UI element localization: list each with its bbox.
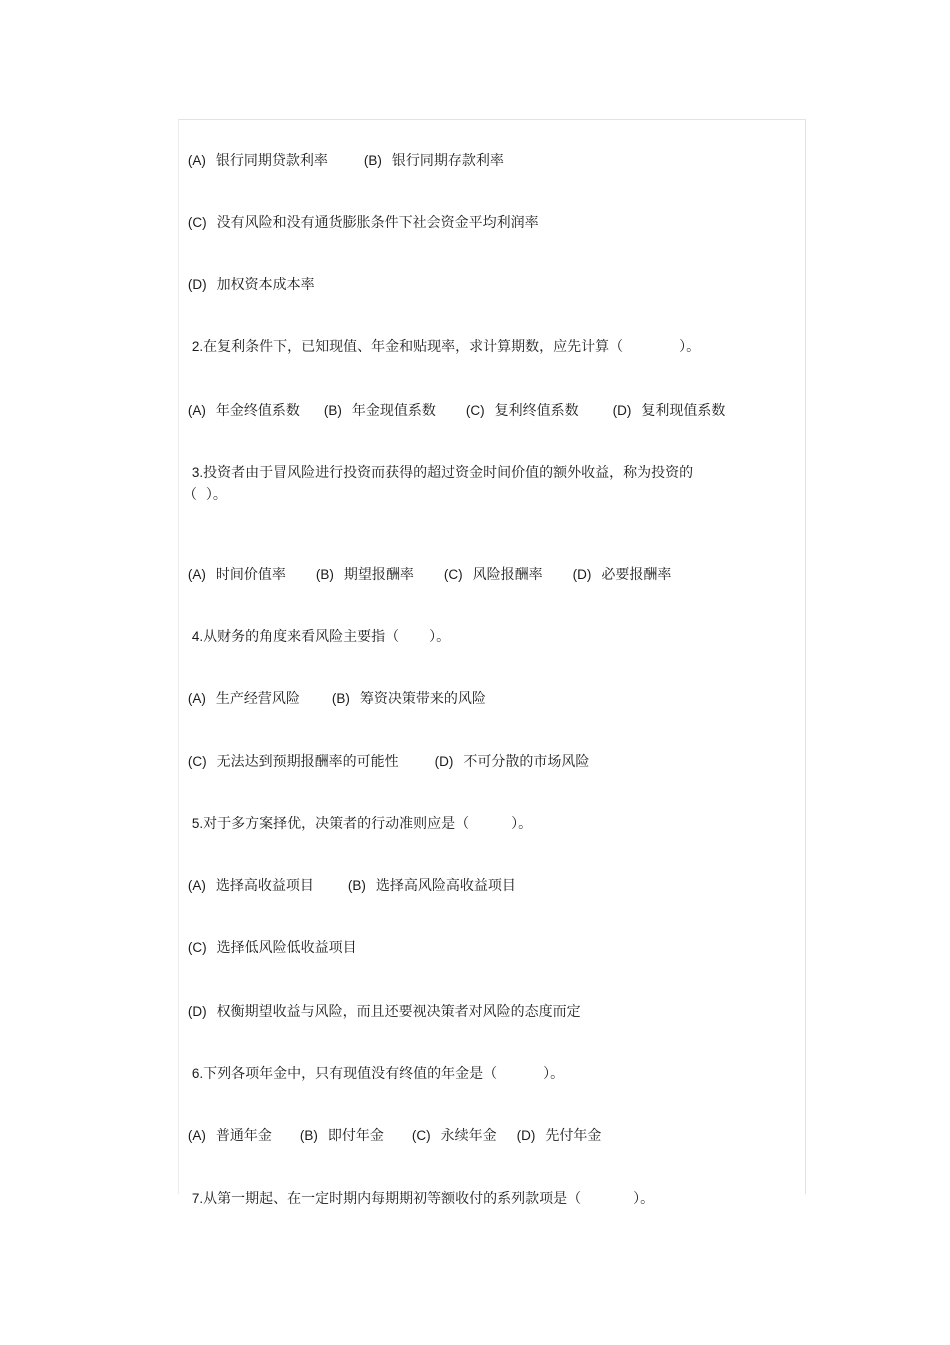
option-text: 普通年金 <box>215 1128 272 1144</box>
q5-option-c[interactable] <box>179 921 357 957</box>
question-text: 下列各项年金中，只有现值没有终值的年金是（ <box>203 1066 498 1082</box>
q2-option-d[interactable] <box>613 402 726 420</box>
option-text: 生产经营风险 <box>215 691 300 707</box>
option-text: 银行同期存款利率 <box>391 153 504 169</box>
q4-option-a[interactable] <box>188 690 300 708</box>
q6-option-d[interactable] <box>517 1127 602 1145</box>
option-text: 不可分散的市场风险 <box>463 754 590 770</box>
q6-option-a[interactable] <box>188 1127 272 1145</box>
option-letter: (C) <box>411 1128 431 1143</box>
option-letter: (A) <box>187 878 206 893</box>
question-text: 从第一期起、在一定时期内每期期初等额收付的系列款项是（ <box>203 1191 582 1207</box>
question-7 <box>183 1172 654 1208</box>
option-text: 永续年金 <box>440 1128 497 1144</box>
option-letter: (D) <box>516 1128 536 1143</box>
question-6 <box>183 1047 564 1083</box>
q1-option-d[interactable] <box>179 258 315 294</box>
option-letter: (C) <box>443 567 463 582</box>
option-text: 年金终值系数 <box>215 403 300 419</box>
option-letter: (A) <box>187 567 206 582</box>
q5-option-a[interactable] <box>188 877 314 895</box>
question-3 <box>183 446 693 482</box>
option-letter: (B) <box>331 691 350 706</box>
q1-options-ab <box>179 134 504 170</box>
option-letter: (C) <box>465 403 485 418</box>
q5-option-b[interactable] <box>348 877 516 895</box>
q5-options-ab <box>179 859 516 895</box>
question-4 <box>183 610 450 646</box>
question-number: 5. <box>191 816 204 831</box>
option-letter: (C) <box>187 940 207 955</box>
option-letter: (D) <box>434 754 454 769</box>
option-letter: (D) <box>612 403 632 418</box>
option-text: 先付年金 <box>545 1128 602 1144</box>
option-text: 复利现值系数 <box>641 403 726 419</box>
option-text: 期望报酬率 <box>343 567 414 583</box>
question-number: 6. <box>191 1066 204 1081</box>
q3-option-b[interactable] <box>316 566 414 584</box>
option-letter: (B) <box>323 403 342 418</box>
option-text: 选择低风险低收益项目 <box>216 940 357 956</box>
q5-option-d[interactable] <box>179 985 581 1021</box>
option-letter: (B) <box>299 1128 318 1143</box>
option-text: 权衡期望收益与风险，而且还要视决策者对风险的态度而定 <box>216 1004 581 1020</box>
q6-options <box>179 1109 601 1145</box>
q3-options <box>179 548 671 584</box>
question-5 <box>183 797 532 833</box>
question-3-continuation: （ ）。 <box>183 487 227 503</box>
option-letter: (A) <box>187 153 206 168</box>
option-text: 选择高风险高收益项目 <box>375 878 516 894</box>
option-text: 时间价值率 <box>215 567 286 583</box>
option-letter: (C) <box>187 215 207 230</box>
option-text: 银行同期贷款利率 <box>215 153 328 169</box>
option-text: 没有风险和没有通货膨胀条件下社会资金平均利润率 <box>216 215 539 231</box>
q2-option-a[interactable] <box>188 402 300 420</box>
q1-option-c[interactable] <box>179 196 539 232</box>
option-text: 筹资决策带来的风险 <box>359 691 486 707</box>
question-2 <box>183 320 700 356</box>
option-text: 无法达到预期报酬率的可能性 <box>216 754 399 770</box>
option-letter: (A) <box>187 691 206 706</box>
q4-options-cd <box>179 735 589 771</box>
question-tail: ）。 <box>429 629 451 645</box>
question-number: 2. <box>191 339 204 354</box>
q4-options-ab <box>179 672 486 708</box>
question-tail: ）。 <box>633 1191 655 1207</box>
q6-option-b[interactable] <box>300 1127 384 1145</box>
option-text: 复利终值系数 <box>494 403 579 419</box>
question-tail: ）。 <box>543 1066 565 1082</box>
option-letter: (D) <box>187 277 207 292</box>
q3-option-c[interactable] <box>444 566 543 584</box>
option-text: 加权资本成本率 <box>216 277 315 293</box>
option-text: 年金现值系数 <box>351 403 436 419</box>
question-text: 对于多方案择优，决策者的行动准则应是（ <box>203 816 470 832</box>
q2-option-b[interactable] <box>324 402 436 420</box>
q2-options <box>179 384 725 420</box>
q4-option-c[interactable] <box>188 753 399 771</box>
q4-option-b[interactable] <box>332 690 486 708</box>
q1-option-a[interactable] <box>188 152 328 170</box>
q4-option-d[interactable] <box>435 753 590 771</box>
question-text: 从财务的角度来看风险主要指（ <box>203 629 400 645</box>
option-letter: (C) <box>187 754 207 769</box>
question-tail: ）。 <box>679 339 701 355</box>
option-letter: (B) <box>347 878 366 893</box>
question-number: 3. <box>191 465 204 480</box>
option-text: 必要报酬率 <box>601 567 672 583</box>
question-text: 在复利条件下，已知现值、年金和贴现率，求计算期数，应先计算（ <box>203 339 624 355</box>
question-number: 4. <box>191 629 204 644</box>
question-number: 7. <box>191 1191 204 1206</box>
option-letter: (A) <box>187 403 206 418</box>
option-letter: (B) <box>315 567 334 582</box>
q6-option-c[interactable] <box>412 1127 497 1145</box>
option-letter: (D) <box>187 1004 207 1019</box>
option-text: 风险报酬率 <box>472 567 543 583</box>
q3-option-a[interactable] <box>188 566 286 584</box>
q2-option-c[interactable] <box>466 402 579 420</box>
option-text: 选择高收益项目 <box>215 878 314 894</box>
question-text: 投资者由于冒风险进行投资而获得的超过资金时间价值的额外收益，称为投资的 <box>203 465 694 481</box>
option-letter: (A) <box>187 1128 206 1143</box>
q3-option-d[interactable] <box>573 566 672 584</box>
option-letter: (D) <box>572 567 592 582</box>
q1-option-b[interactable] <box>364 152 504 170</box>
question-tail: ）。 <box>511 816 533 832</box>
option-letter: (B) <box>363 153 382 168</box>
option-text: 即付年金 <box>327 1128 384 1144</box>
